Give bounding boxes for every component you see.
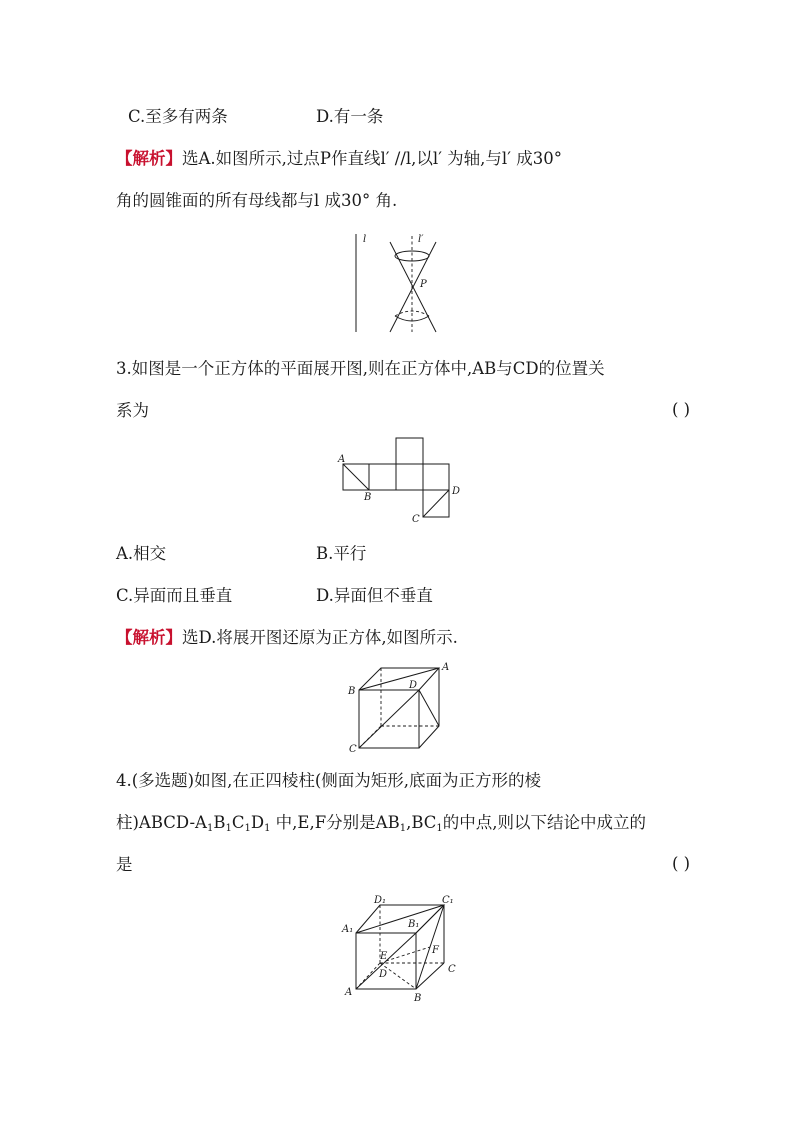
q2-option-d: D.有一条: [316, 107, 384, 126]
q3-answer-parens: ( ): [672, 400, 691, 419]
label-p: P: [420, 279, 427, 290]
q4-stem-line-1: 4.(多选题)如图,在正四棱柱(侧面为矩形,底面为正方形的棱: [116, 771, 542, 790]
prism-label-a1: A₁: [342, 924, 354, 935]
cube-segment-ab: [359, 668, 439, 690]
cube-label-b: B: [348, 686, 356, 697]
label-l: l: [363, 234, 367, 245]
prism-label-c1: C₁: [442, 895, 454, 906]
prism-label-d1: D₁: [374, 895, 387, 906]
solution-tag: 【解析】: [116, 149, 182, 168]
net-label-a: A: [338, 454, 346, 465]
q3-stem-line-2: 系为: [116, 401, 149, 420]
q2-solution-line-1: [116, 148, 562, 170]
q4-stem-line-3: 是: [116, 855, 133, 874]
q3-option-c: C.异面而且垂直: [116, 586, 233, 605]
q2-cone-figure: [350, 228, 450, 338]
prism-label-b: B: [414, 993, 422, 1004]
solution-tag: 【解析】: [116, 628, 182, 647]
q4-answer-parens: ( ): [672, 854, 691, 873]
prism-label-e: E: [380, 951, 388, 962]
q3-cube-figure: [345, 660, 455, 755]
q4-stem-line-2: 柱)$ABCD-A_1B_1C_1D_1$ 中,E,F分别是$AB_1,BC_1$的中点,则以下结论中成立的: [116, 813, 647, 834]
net-label-b: B: [364, 492, 372, 503]
q3-solution-line: [116, 627, 458, 649]
q3-stem-line-1: 3.如图是一个正方体的平面展开图,则在正方体中,AB与CD的位置关: [116, 359, 605, 378]
q3-cube-net: [335, 434, 465, 529]
cube-label-a: A: [442, 662, 450, 673]
label-l-prime: l′: [418, 234, 424, 245]
segment-ab: [343, 464, 369, 490]
net-label-d: D: [452, 486, 461, 497]
q3-option-a: A.相交: [116, 544, 167, 563]
segment-cd: [423, 490, 449, 517]
cube-label-d: D: [409, 680, 418, 691]
q2-solution-text-1: 选A.如图所示,过点P作直线l′ //l,以l′ 为轴,与l′ 成30°: [182, 149, 562, 168]
prism-label-d: D: [379, 969, 388, 980]
q3-option-b: B.平行: [316, 544, 367, 563]
q2-solution-line-2: 角的圆锥面的所有母线都与l 成30° 角.: [116, 191, 398, 210]
prism-label-c: C: [448, 964, 456, 975]
q4-prism-figure: [340, 895, 465, 1005]
prism-label-a: A: [345, 987, 353, 998]
prism-label-b1: B₁: [408, 919, 420, 930]
cube-segment-cd: [359, 690, 419, 748]
segment-a1-c1: [356, 905, 444, 933]
cube-segment-cd-visible: [419, 690, 439, 726]
cube-label-c: C: [349, 744, 357, 755]
q2-option-c: C.至多有两条: [128, 107, 228, 126]
q3-solution-text: 选D.将展开图还原为正方体,如图所示.: [182, 628, 458, 647]
q3-option-d: D.异面但不垂直: [316, 586, 433, 605]
net-label-c: C: [412, 514, 420, 525]
segment-ef: [386, 947, 430, 961]
prism-label-f: F: [432, 945, 439, 956]
